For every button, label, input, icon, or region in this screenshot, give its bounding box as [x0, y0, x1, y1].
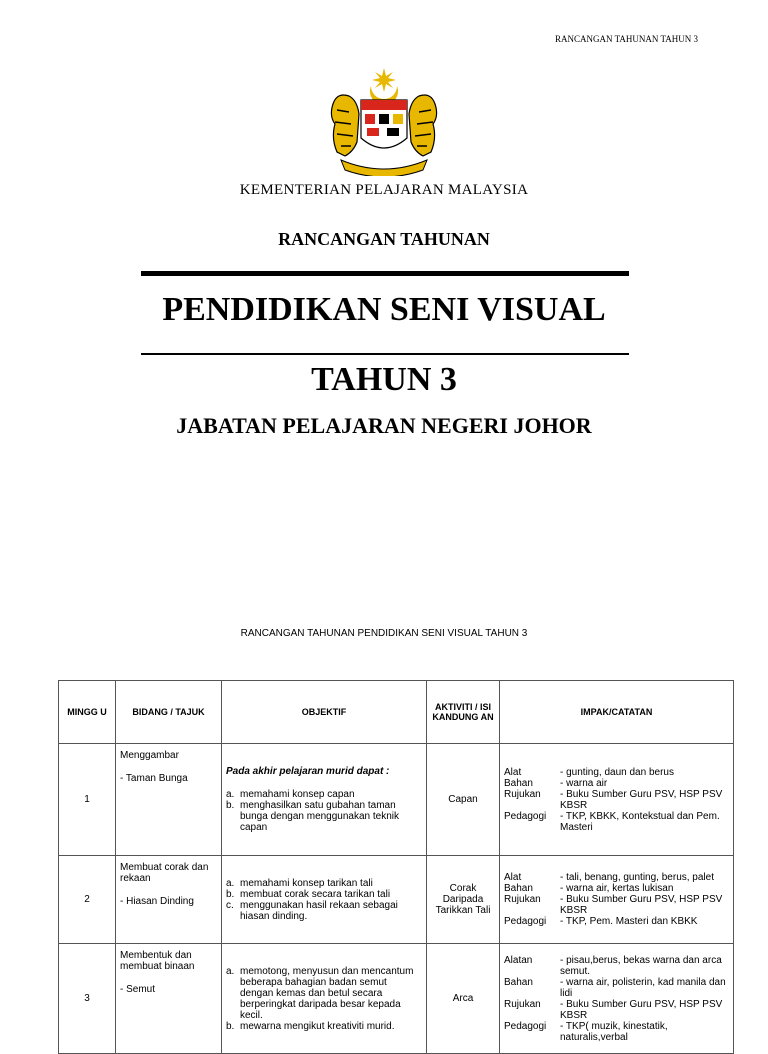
impact-item: Alat - gunting, daun dan berus [504, 766, 674, 778]
running-header: RANCANGAN TAHUNAN TAHUN 3 [555, 34, 698, 44]
impact-item: Rujukan - Buku Sumber Guru PSV, HSP PSV KBSR [504, 894, 723, 916]
topic-area: Membentuk dan membuat binaan [120, 950, 195, 972]
objective-cell [222, 744, 427, 856]
week-number: 3 [59, 944, 116, 1054]
activity-cell: Corak Daripada Tarikkan Tali [427, 856, 500, 944]
header-activity: AKTIVITI / ISI KANDUNG AN [427, 681, 500, 744]
impact-item: Bahan - warna air, polisterin, kad manila dan lidi [504, 976, 726, 999]
impact-cell [500, 856, 734, 944]
divider-thick [141, 271, 629, 276]
impact-item: Pedagogi - TKP, KBKK, Kontekstual dan Pem. Masteri [504, 810, 720, 833]
header-objective: OBJEKTIF [222, 681, 427, 744]
malaysia-coat-of-arms-icon [327, 66, 441, 176]
topic-cell [116, 944, 222, 1054]
subject-title: PENDIDIKAN SENI VISUAL [162, 291, 606, 328]
topic-title: - Semut [120, 984, 156, 995]
objective-intro: Pada akhir pelajaran murid dapat : [226, 766, 390, 777]
impact-item: Pedagogi - TKP, Pem. Masteri dan KBKK [504, 916, 698, 927]
objective-item: c. menggunakan hasil rekaan sebagai hiasan dinding. [226, 899, 398, 922]
topic-title: - Hiasan Dinding [120, 896, 194, 907]
activity-cell: Capan [427, 744, 500, 856]
topic-cell [116, 856, 222, 944]
table-row [59, 744, 734, 856]
table-row [59, 856, 734, 944]
impact-item: Pedagogi - TKP( muzik, kinestatik, naturalis,verbal [504, 1020, 668, 1043]
objective-item: b. mewarna mengikut kreativiti murid. [226, 1020, 395, 1032]
topic-area: Menggambar [120, 750, 179, 761]
topic-area: Membuat corak dan rekaan [120, 862, 209, 884]
header-topic: BIDANG / TAJUK [116, 681, 222, 744]
objective-cell [222, 856, 427, 944]
impact-item: Alatan - pisau,berus, bekas warna dan arca semut. [504, 954, 722, 977]
impact-item: Rujukan - Buku Sumber Guru PSV, HSP PSV KBSR [504, 998, 723, 1021]
impact-item: Alat - tali, benang, gunting, berus, palet [504, 872, 714, 883]
week-number: 1 [59, 744, 116, 856]
ministry-name: KEMENTERIAN PELAJARAN MALAYSIA [239, 182, 529, 198]
impact-item: Rujukan - Buku Sumber Guru PSV, HSP PSV KBSR [504, 788, 723, 811]
header-impact: IMPAK/CATATAN [500, 681, 734, 744]
plan-table [58, 680, 734, 1054]
impact-cell [500, 944, 734, 1054]
objective-item: a. memotong, menyusun dan mencantum beberapa bahagian badan semut dengan kemas dan betul secara berperingkat daripada besar kepada kecil. [226, 965, 414, 1021]
impact-item: Bahan - warna air, kertas lukisan [504, 883, 674, 894]
table-title: RANCANGAN TAHUNAN PENDIDIKAN SENI VISUAL TAHUN 3 [240, 628, 528, 639]
impact-cell [500, 744, 734, 856]
objective-cell [222, 944, 427, 1054]
table-row [59, 944, 734, 1054]
objective-item: a. memahami konsep capan [226, 789, 355, 800]
year-title: TAHUN 3 [311, 361, 457, 398]
objective-item: b. menghasilkan satu gubahan taman bunga dengan menggunakan teknik capan [226, 800, 400, 833]
plan-title: RANCANGAN TAHUNAN [278, 229, 490, 249]
table-header-row [59, 681, 734, 744]
header-week: MINGG U [59, 681, 116, 744]
divider-thin [141, 353, 629, 355]
impact-item: Bahan - warna air [504, 777, 608, 789]
topic-cell [116, 744, 222, 856]
objective-item: a. memahami konsep tarikan tali [226, 877, 373, 889]
week-number: 2 [59, 856, 116, 944]
objective-item: b. membuat corak secara tarikan tali [226, 888, 391, 900]
topic-title: - Taman Bunga [120, 773, 188, 784]
department-name: JABATAN PELAJARAN NEGERI JOHOR [176, 413, 592, 438]
activity-cell: Arca [427, 944, 500, 1054]
